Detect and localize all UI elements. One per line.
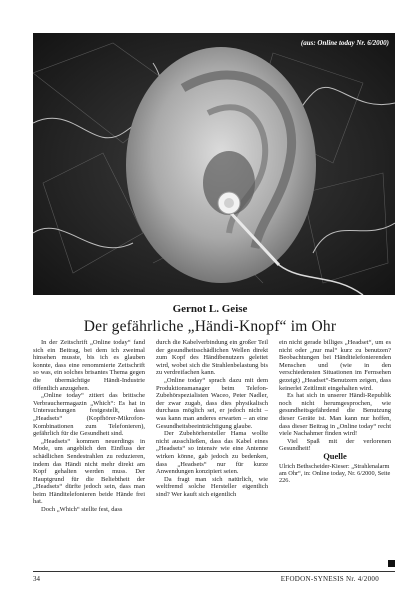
paragraph: Doch „Which“ stellte fest, dass <box>41 506 123 514</box>
paragraph: Da fragt man sich natürlich, wie weltfremd solche Hersteller eigentlich sind? Wer kauft sich eigentlich <box>156 475 268 498</box>
paragraph: „Online today“ sprach dazu mit dem Produktionsmanager beim Telefon-Zubehörspezialisten Waceo, Peter Nadler, der zwar zugab, dass dies physikalisch durchaus möglich sei, er jedoch nicht – was kann man anderes erwarten – an eine Gesundheitsbeeinträchtigung glaube. <box>156 376 268 430</box>
journal-issue: EFODON-SYNESIS Nr. 4/2000 <box>280 575 379 583</box>
page-number: 34 <box>33 575 40 583</box>
ear-illustration <box>33 33 395 295</box>
end-of-article-mark <box>388 560 395 567</box>
ear-headset-artwork <box>33 33 395 295</box>
article-column-2 <box>156 339 268 498</box>
article-title: Der gefährliche „Händi-Knopf“ im Ohr <box>83 318 337 335</box>
paragraph: durch die Kabelverbindung ein großer Teil der gesundheitsschädlichen Wellen direkt zum Kopf des Händibenutzers geleitet wird, wobei sich die Strahlenbelastung bis zu verdreifachen kann. <box>156 339 268 377</box>
paragraph: Viel Spaß mit der verlorenen Gesundheit! <box>279 437 391 453</box>
paragraph: Es hat sich in unserer Händi-Republik noch nicht herumgesprochen, wie gesundheitsgefährdend die Benutzung dieser Geräte ist. Man kann nur hoffen, dass dieser Beitrag in „Online today“ recht viele Nachahmer finden wird! <box>279 392 391 438</box>
paragraph: ein nicht gerade billiges „Headset“, um es nicht oder „nur mal“ kurz zu benutzen? Beobachtungen bei Händitelefonierenden Menschen und (wie in den verschiedensten Situationen im Fernsehen gezeigt) „Headset“-Benutzern zeigen, dass keinerlei Zeitlimit eingehalten wird. <box>279 339 391 392</box>
page-footer <box>33 571 395 583</box>
source-heading: Quelle <box>323 450 347 461</box>
paragraph: Der Zubehörhersteller Hama wollte nicht ausschließen, dass das Kabel eines „Headsets“ so intensiv wie eine Antenne wirken könne, gab jedoch zu bedenken, dass „Headsets“ nur für kurze Anwendungen konzipiert seien. <box>156 430 268 476</box>
author-name: Gernot L. Geise <box>172 303 248 315</box>
paragraph: In der Zeitschrift „Online today“ fand sich ein Beitrag, bei dem ich zweimal hinsehen musste, bis ich es glauben konnte, dass eine renommierte Zeitschrift so was, ein solches brisantes Thema gegen die übermächtige Händi-Industrie öffentlich anzugehen. <box>33 339 145 392</box>
paragraph: „Headsets“ kommen neuerdings in Mode, um angeblich den Einfluss der schädlichen Sendestrahlen zu reduzieren, indem das Händi nicht mehr direkt am Kopf gehalten werden muss. Der Hauptgrund für die Beliebtheit der „Headsets“ dürfte jedoch sein, dass man beim Händitelefonieren beide Hände frei hat. <box>33 437 145 506</box>
paragraph: „Online today“ zitiert das britische Verbrauchermagazin „Which“: Es hat in Untersuchungen festgestellt, dass „Headsets“ (Kopfhörer-Mikrofon-Kombinationen zum Telefonieren), gefährlich für die Gesundheit sind. <box>33 392 145 438</box>
source-citation: Ulrich Bethscheider-Kieser: „Strahlenalarm am Ohr“, in: Online today, Nr. 6/2000, Seite 226. <box>279 462 391 484</box>
article-column-1 <box>33 339 145 514</box>
image-credit: (aus: Online today Nr. 6/2000) <box>300 39 389 47</box>
article-column-3 <box>279 339 391 484</box>
